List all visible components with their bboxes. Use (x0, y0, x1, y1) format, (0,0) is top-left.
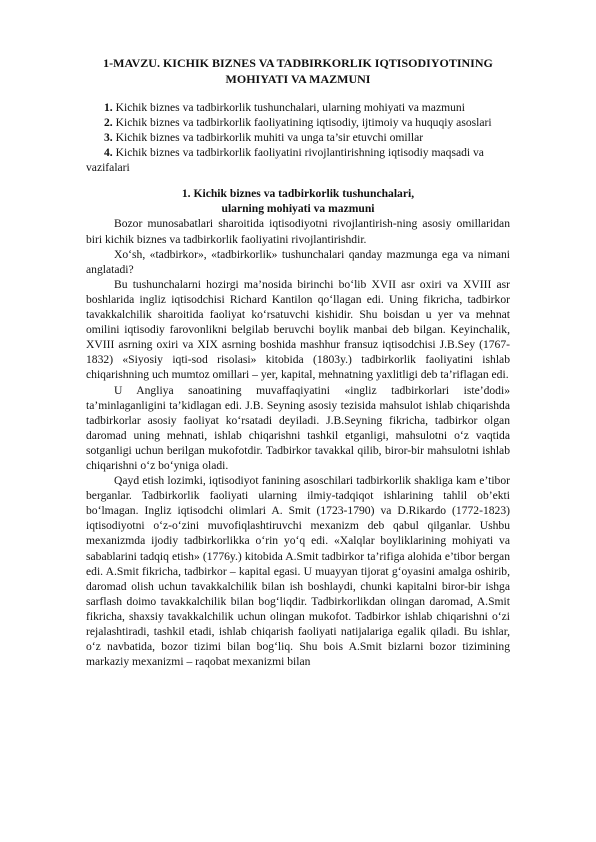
body-paragraph: Bozor munosabatlari sharoitida iqtisodiyotni rivojlantirish-ning asosiy omillaridan biri kichik biznes va tadbirkorlik faoliyatini rivojlantirishdir. (86, 217, 510, 246)
body-paragraph: Xo‘sh, «tadbirkor», «tadbirkorlik» tushunchalari qanday mazmunga ega va nimani anglatadi? (86, 247, 510, 276)
section-heading-line: 1. Kichik biznes va tadbirkorlik tushunchalari, (181, 187, 415, 201)
outline-number: 1. (104, 101, 113, 114)
outline-text: Kichik biznes va tadbirkorlik muhiti va unga ta’sir etuvchi omillar (112, 131, 424, 145)
outline-number: 4. (104, 146, 113, 160)
section-heading (86, 187, 510, 216)
outline-item (86, 130, 510, 145)
body-paragraph: U Angliya sanoatining muvaffaqiyatini «ingliz tadbirkorlari iste’dodi» ta’minlaganligini ta’kidlagan edi. J.B. Seyning asosiy tezisida mahsulot ishlab chiqarishda tadbirkorlar asosiy faoliyat ko‘rsatadi deyiladi. J.B.Seyning fikricha, tadbirkor olgan daromad uning mehnati, ishlab chiqarishni tashkil etganligi, mahsulotni o‘z vaqtida sotganligi uchun berilgan mukofotdir. Tadbirkor tavakkal qilib, biror-bir mahsulotni ishlab chiqarishni o‘z bo‘yniga oladi. (86, 383, 510, 472)
body-paragraph: Qayd etish lozimki, iqtisodiyot fanining asoschilari tadbirkorlik shakliga kam e’tibor berganlar. Tadbirkorlik faoliyati ularning ilmiy-tadqiqot ishlarining tahlil ob’ekti bo‘lmagan. Ingliz iqtisodchi olimlari A. Smit (1723-1790) va D.Rikardo (1772-1823) iqtisodiyotni o‘z-o‘zini muvofiqlashtiruvchi mexanizm deb qabul qilganlar. Ushbu mexanizmda ijodiy tadbirkorlikka o‘rin yo‘q edi. «Xalqlar boyliklarining mohiyati va sabablarini tadqiq etish» (1776y.) kitobida A.Smit tadbirkor ta’rifiga alohida e’tibor bergan edi. A.Smit fikricha, tadbirkor – kapital egasi. U muayyan tijorat g‘oyasini amalga oshirib, daromad olish uchun tavakkalchilik bilan ish boshlaydi, chunki kapitalni biror-bir ishga sarflash doimo tavakkalchilik bilan bog‘liqdir. Tadbirkorlikdan olingan daromad, A.Smit fikricha, shaxsiy tavakkalchilik uchun olingan mukofot. Tadbirkor ishlab chiqarishni o‘zi rejalashtiradi, tashkil etadi, ishlab chiqarish faoliyati natijalariga egalik qiladi. Bu ishlar, o‘z navbatida, bozor tizimi bilan bog‘liq. Shu bois A.Smit bizlarni bozor tizimining markaziy mexanizmi – raqobat mexanizmi bilan (86, 474, 510, 669)
topic-outline (86, 100, 510, 175)
outline-text: Kichik biznes va tadbirkorlik tushunchalari, ularning mohiyati va mazmuni (112, 101, 465, 114)
outline-number: 3. (104, 131, 113, 145)
document-title: 1-MAVZU. KICHIK BIZNES VA TADBIRKORLIK IQTISODIYOTINING MOHIYATI VA MAZMUNI (103, 56, 493, 86)
body-paragraph: Bu tushunchalarni hozirgi ma’nosida birinchi bo‘lib XVII asr oxiri va XVIII asr boshlarida ingliz iqtisodchisi Richard Kantilon qo‘llagan edi. Uning fikricha, tadbirkor tavakkalchilik sharoitida faoliyat ko‘rsatuvchi kishidir. Shu boisdan u yer va mehnat omilini iqtisodiy farovonlikni belgilab beruvchi boylik manbai deb bilgan. Keyinchalik, XVIII asrning oxiri va XIX asrning boshida mashhur fransuz iqtisodchisi J.B.Sey (1767-1832) «Siyosiy iqti-sod risolasi» kitobida (1803y.) tadbirkorlik faoliyatini ishlab chiqarishning uch mumtoz omillari – yer, kapital, mehnatning yaxlitligi deb ta’riflagan edi. (86, 277, 510, 382)
outline-item (86, 100, 510, 115)
outline-text: Kichik biznes va tadbirkorlik faoliyatining iqtisodiy, ijtimoiy va huquqiy asoslari (112, 116, 492, 130)
section-body (86, 216, 510, 669)
outline-text: Kichik biznes va tadbirkorlik faoliyatini rivojlantirishning iqtisodiy maqsadi va vazifalari (86, 146, 484, 175)
section-heading-line: ularning mohiyati va mazmuni (221, 201, 375, 215)
outline-item (86, 145, 510, 175)
outline-number: 2. (104, 116, 113, 130)
outline-item (86, 115, 510, 130)
document-page (86, 56, 510, 669)
